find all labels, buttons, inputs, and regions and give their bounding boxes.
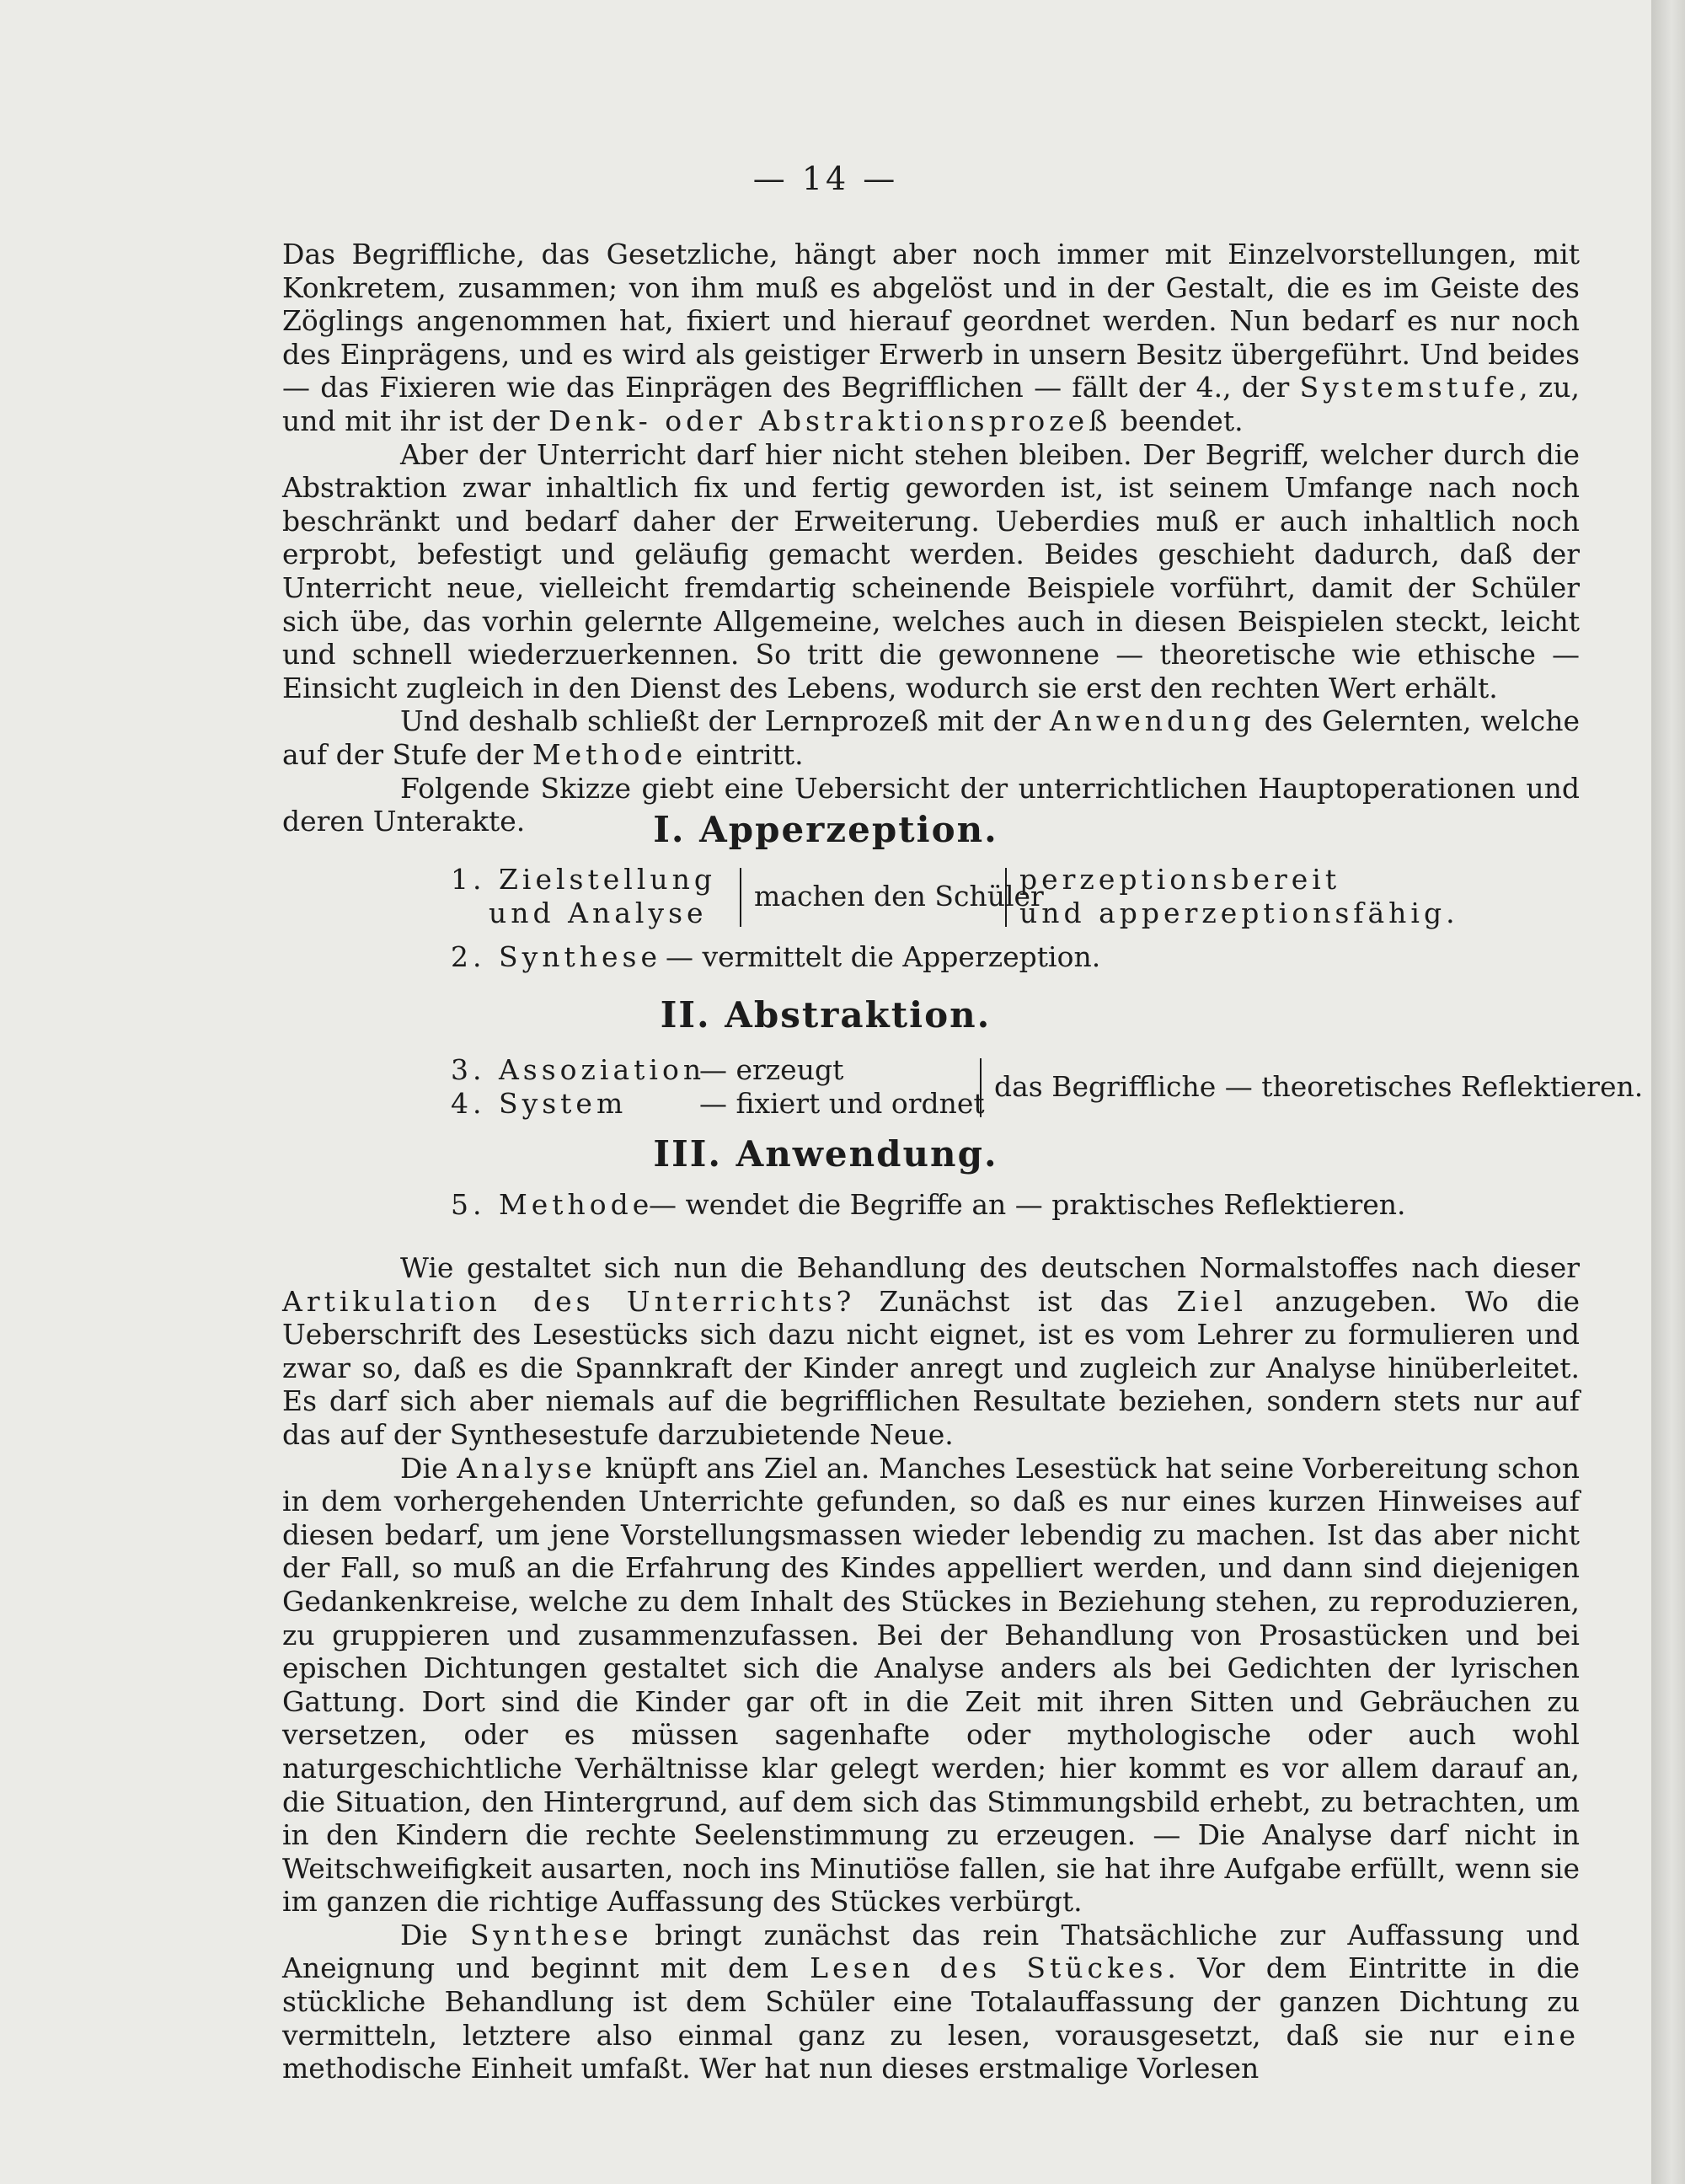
paragraph-ziel: Wie gestaltet sich nun die Behandlung des deutschen Normalstoffes nach dieser Artikulation des Unterrichts? Zunächst ist das Ziel anzugeben. Wo die Ueberschrift des Lesestücks sich dazu nicht eignet, ist es vom Lehrer zu formulieren und zwar so, daß es die Spannkraft der Kinder anregt und zugleich zur Analyse hinüberleitet. Es darf sich aber niemals auf die begrifflichen Resultate beziehen, sondern stets nur auf das auf der Synthesestufe darzubietende Neue. (282, 1251, 1580, 1451)
heading-abstraktion: II. Abstraktion. (660, 994, 992, 1036)
paragraph-skizze: Folgende Skizze giebt eine Uebersicht der unterrichtlichen Hauptoperationen und deren Unterakte. (282, 771, 1580, 838)
intro-text (282, 238, 1580, 838)
page-edge (1651, 0, 1685, 2184)
step-methode: 5. Methode (451, 1188, 654, 1221)
page-number: — 14 — (752, 160, 899, 197)
step-1-result-a: perzeptionsbereit (1019, 863, 1341, 896)
step-5-text: — wendet die Begriffe an — praktisches Reflektieren. (649, 1188, 1406, 1221)
step-2-text: — vermittelt die Apperzeption. (666, 940, 1101, 973)
step-assoziation: 3. Assoziation (451, 1053, 706, 1086)
body-text (282, 1251, 1580, 2085)
step-zielstellung: 1. Zielstellung (451, 863, 717, 896)
paragraph-erweiterung: Aber der Unterricht darf hier nicht stehen bleiben. Der Begriff, welcher durch die Abstraktion zwar inhaltlich fix und fertig geworden ist, ist seinem Umfange nach noch beschränkt und bedarf daher der Erweiterung. Ueberdies muß er auch inhaltlich noch erprobt, befestigt und geläufig gemacht werden. Beides geschieht dadurch, daß der Unterricht neue, vielleicht fremdartig scheinende Beispiele vorführt, damit der Schüler sich übe, das vorhin gelernte Allgemeine, welches auch in diesen Beispielen steckt, leicht und schnell wiederzuerkennen. So tritt die gewonnene — theoretische wie ethische — Einsicht zugleich in den Dienst des Lebens, wodurch sie erst den rechten Wert erhält. (282, 437, 1580, 704)
step-1-result-b: und apperzeptionsfähig. (1019, 897, 1459, 929)
paragraph-anwendung: Und deshalb schließt der Lernprozeß mit der Anwendung des Gelernten, welche auf der Stufe der Methode eintritt. (282, 704, 1580, 771)
brace-left (733, 868, 741, 927)
paragraph-analyse: Die Analyse knüpft ans Ziel an. Manches Lesestück hat seine Vorbereitung schon in dem vorhergehenden Unterrichte gefunden, so daß es nur eines kurzen Hinweises auf diesen bedarf, um jene Vorstellungsmassen wieder lebendig zu machen. Ist das aber nicht der Fall, so muß an die Erfahrung des Kindes appelliert werden, und dann sind diejenigen Gedankenkreise, welche zu dem Inhalt des Stückes in Beziehung stehen, zu reproduzieren, zu gruppieren und zusammenzufassen. Bei der Behandlung von Prosastücken und bei epischen Dichtungen gestaltet sich die Analyse anders als bei Gedichten der lyrischen Gattung. Dort sind die Kinder gar oft in die Zeit mit ihren Sitten und Gebräuchen zu versetzen, oder es müssen sagenhafte oder mythologische oder auch wohl naturgeschichtliche Verhältnisse klar gelegt werden; hier kommt es vor allem darauf an, die Situation, den Hintergrund, auf dem sich das Stimmungsbild erhebt, zu betrachten, um in den Kindern die rechte Seelenstimmung zu erzeugen. — Die Analyse darf nicht in Weitschweifigkeit ausarten, noch ins Minutiöse fallen, sie hat ihre Aufgabe erfüllt, wenn sie im ganzen die richtige Auffassung des Stückes verbürgt. (282, 1451, 1581, 1919)
paragraph-synthese: Die Synthese bringt zunächst das rein Thatsächliche zur Auffassung und Aneignung und beginnt mit dem Lesen des Stückes. Vor dem Eintritte in die stückliche Behandlung ist dem Schüler eine Totalauffassung der ganzen Dichtung zu vermitteln, letztere also einmal ganz zu lesen, vorausgesetzt, daß sie nur eine methodische Einheit umfaßt. Wer hat nun dieses erstmalige Vorlesen (282, 1918, 1581, 2085)
step-34-result: das Begriffliche — theoretisches Reflektieren. (994, 1070, 1644, 1103)
heading-anwendung: III. Anwendung. (653, 1133, 998, 1175)
step-4-text: — fixiert und ordnet (699, 1087, 985, 1120)
paragraph-systemstufe: Das Begriffliche, das Gesetzliche, hängt aber noch immer mit Einzelvorstellungen, mit Konkretem, zusammen; von ihm muß es abgelöst und in der Gestalt, die es im Geiste des Zöglings angenommen hat, fixiert und hierauf geordnet werden. Nun bedarf es nur noch des Einprägens, und es wird als geistiger Erwerb in unsern Besitz übergeführt. Und beides — das Fixieren wie das Einprägen des Begrifflichen — fällt der 4., der Systemstufe, zu, und mit ihr ist der Denk- oder Abstraktionsprozeß beendet. (282, 238, 1581, 437)
step-3-text: — erzeugt (699, 1053, 844, 1086)
step-synthese: 2. Synthese (451, 940, 661, 973)
heading-apperzeption: I. Apperzeption. (653, 809, 998, 850)
brace-abstraktion (973, 1058, 982, 1117)
step-system: 4. System (451, 1087, 628, 1120)
brace-right (998, 868, 1007, 927)
step-analyse: und Analyse (489, 897, 708, 929)
step-1-middle: machen den Schüler (754, 880, 1044, 913)
